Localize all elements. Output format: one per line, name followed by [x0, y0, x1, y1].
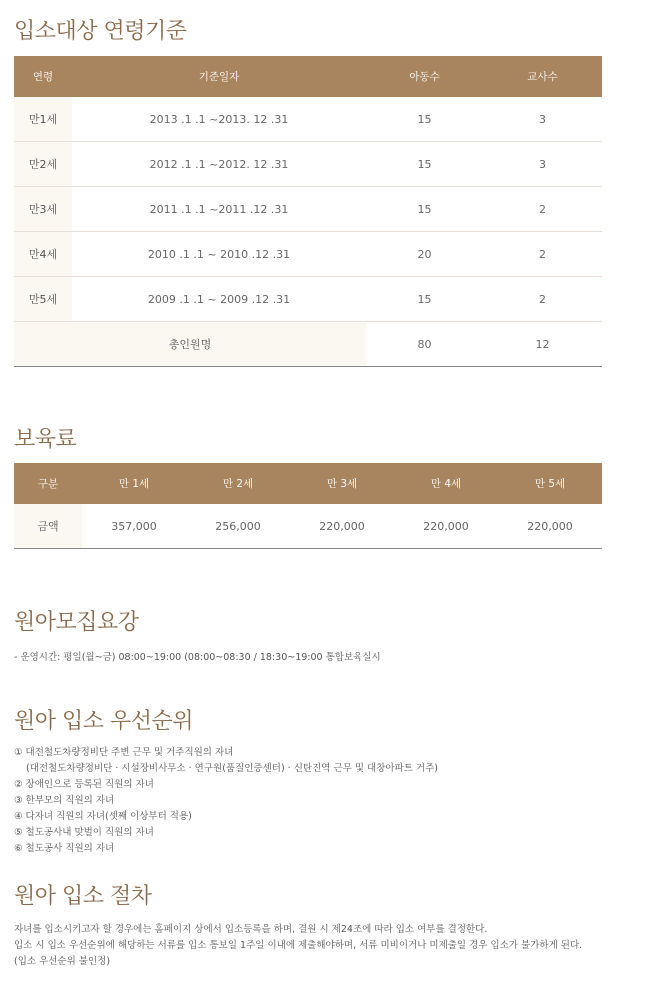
row-age: 만2세: [14, 142, 72, 187]
total-label: 총인원명: [14, 322, 366, 367]
col-header-age: 연령: [14, 56, 72, 97]
row-teachers: 2: [483, 187, 602, 232]
col-header-children: 아동수: [366, 56, 483, 97]
row-teachers: 2: [483, 277, 602, 322]
fee-value-age5: 220,000: [498, 504, 602, 549]
procedure-text: [14, 922, 582, 970]
fee-value-age3: 220,000: [290, 504, 394, 549]
col-header-age3: 만 3세: [290, 463, 394, 504]
age-section-title: 입소대상 연령기준: [14, 19, 187, 44]
priority-list: [14, 745, 438, 857]
row-children: 15: [366, 97, 483, 142]
fee-section-title: 보육료: [14, 427, 77, 452]
procedure-line: 자녀를 입소시키고자 할 경우에는 홈페이지 상에서 입소등록을 하며, 결원 시 제24조에 따라 입소 여부를 결정한다.: [14, 924, 488, 935]
row-age: 만4세: [14, 232, 72, 277]
operating-hours: - 운영시간: 평일(월~금) 08:00~19:00 (08:00~08:30 / 18:30~19:00 통합보육실시: [14, 652, 381, 663]
total-row: [14, 322, 602, 367]
procedure-section-title: 원아 입소 절차: [14, 884, 152, 909]
table-header-row: [14, 56, 602, 97]
row-teachers: 2: [483, 232, 602, 277]
fee-value-age4: 220,000: [394, 504, 498, 549]
row-teachers: 3: [483, 97, 602, 142]
table-header-row: [14, 463, 602, 504]
row-date: 2010 .1 .1 ~ 2010 .12 .31: [72, 232, 366, 277]
row-age: 만1세: [14, 97, 72, 142]
row-children: 15: [366, 187, 483, 232]
priority-section-title: 원아 입소 우선순위: [14, 709, 194, 734]
list-item: ③ 한부모의 직원의 자녀: [14, 795, 115, 806]
procedure-line: (입소 우선순위 불인정): [14, 956, 111, 967]
table-row: [14, 504, 602, 549]
col-header-teachers: 교사수: [483, 56, 602, 97]
fee-table: [14, 463, 602, 549]
table-row: [14, 232, 602, 277]
age-criteria-table: [14, 56, 602, 367]
row-children: 15: [366, 142, 483, 187]
fee-value-age2: 256,000: [186, 504, 290, 549]
list-item: ① 대전철도차량정비단 주변 근무 및 거주직원의 자녀: [14, 747, 234, 758]
row-children: 20: [366, 232, 483, 277]
col-header-category: 구분: [14, 463, 82, 504]
list-item: ⑥ 철도공사 직원의 자녀: [14, 843, 115, 854]
row-age: 만5세: [14, 277, 72, 322]
table-row: [14, 97, 602, 142]
table-row: [14, 277, 602, 322]
row-date: 2013 .1 .1 ~2013. 12 .31: [72, 97, 366, 142]
recruit-section-title: 원아모집요강: [14, 610, 139, 635]
row-date: 2012 .1 .1 ~2012. 12 .31: [72, 142, 366, 187]
col-header-date: 기준일자: [72, 56, 366, 97]
row-children: 15: [366, 277, 483, 322]
table-row: [14, 187, 602, 232]
fee-value-age1: 357,000: [82, 504, 186, 549]
total-teachers: 12: [483, 322, 602, 367]
table-row: [14, 142, 602, 187]
col-header-age4: 만 4세: [394, 463, 498, 504]
row-teachers: 3: [483, 142, 602, 187]
list-item: (대전철도차량정비단 · 시설장비사무소 · 연구원(품질인증센터) · 신탄진역 근무 및 대창아파트 거주): [26, 763, 438, 774]
fee-row-label: 금액: [14, 504, 82, 549]
procedure-line: 입소 시 입소 우선순위에 해당하는 서류를 입소 통보일 1주일 이내에 제출해야하며, 서류 미비이거나 미제출일 경우 입소가 불가하게 된다.: [14, 940, 583, 951]
row-date: 2011 .1 .1 ~2011 .12 .31: [72, 187, 366, 232]
col-header-age5: 만 5세: [498, 463, 602, 504]
list-item: ⑤ 철도공사내 맞벌이 직원의 자녀: [14, 827, 154, 838]
row-age: 만3세: [14, 187, 72, 232]
col-header-age2: 만 2세: [186, 463, 290, 504]
total-children: 80: [366, 322, 483, 367]
list-item: ② 장애인으로 등록된 직원의 자녀: [14, 779, 154, 790]
row-date: 2009 .1 .1 ~ 2009 .12 .31: [72, 277, 366, 322]
col-header-age1: 만 1세: [82, 463, 186, 504]
list-item: ④ 다자녀 직원의 자녀(셋째 이상부터 적용): [14, 811, 192, 822]
